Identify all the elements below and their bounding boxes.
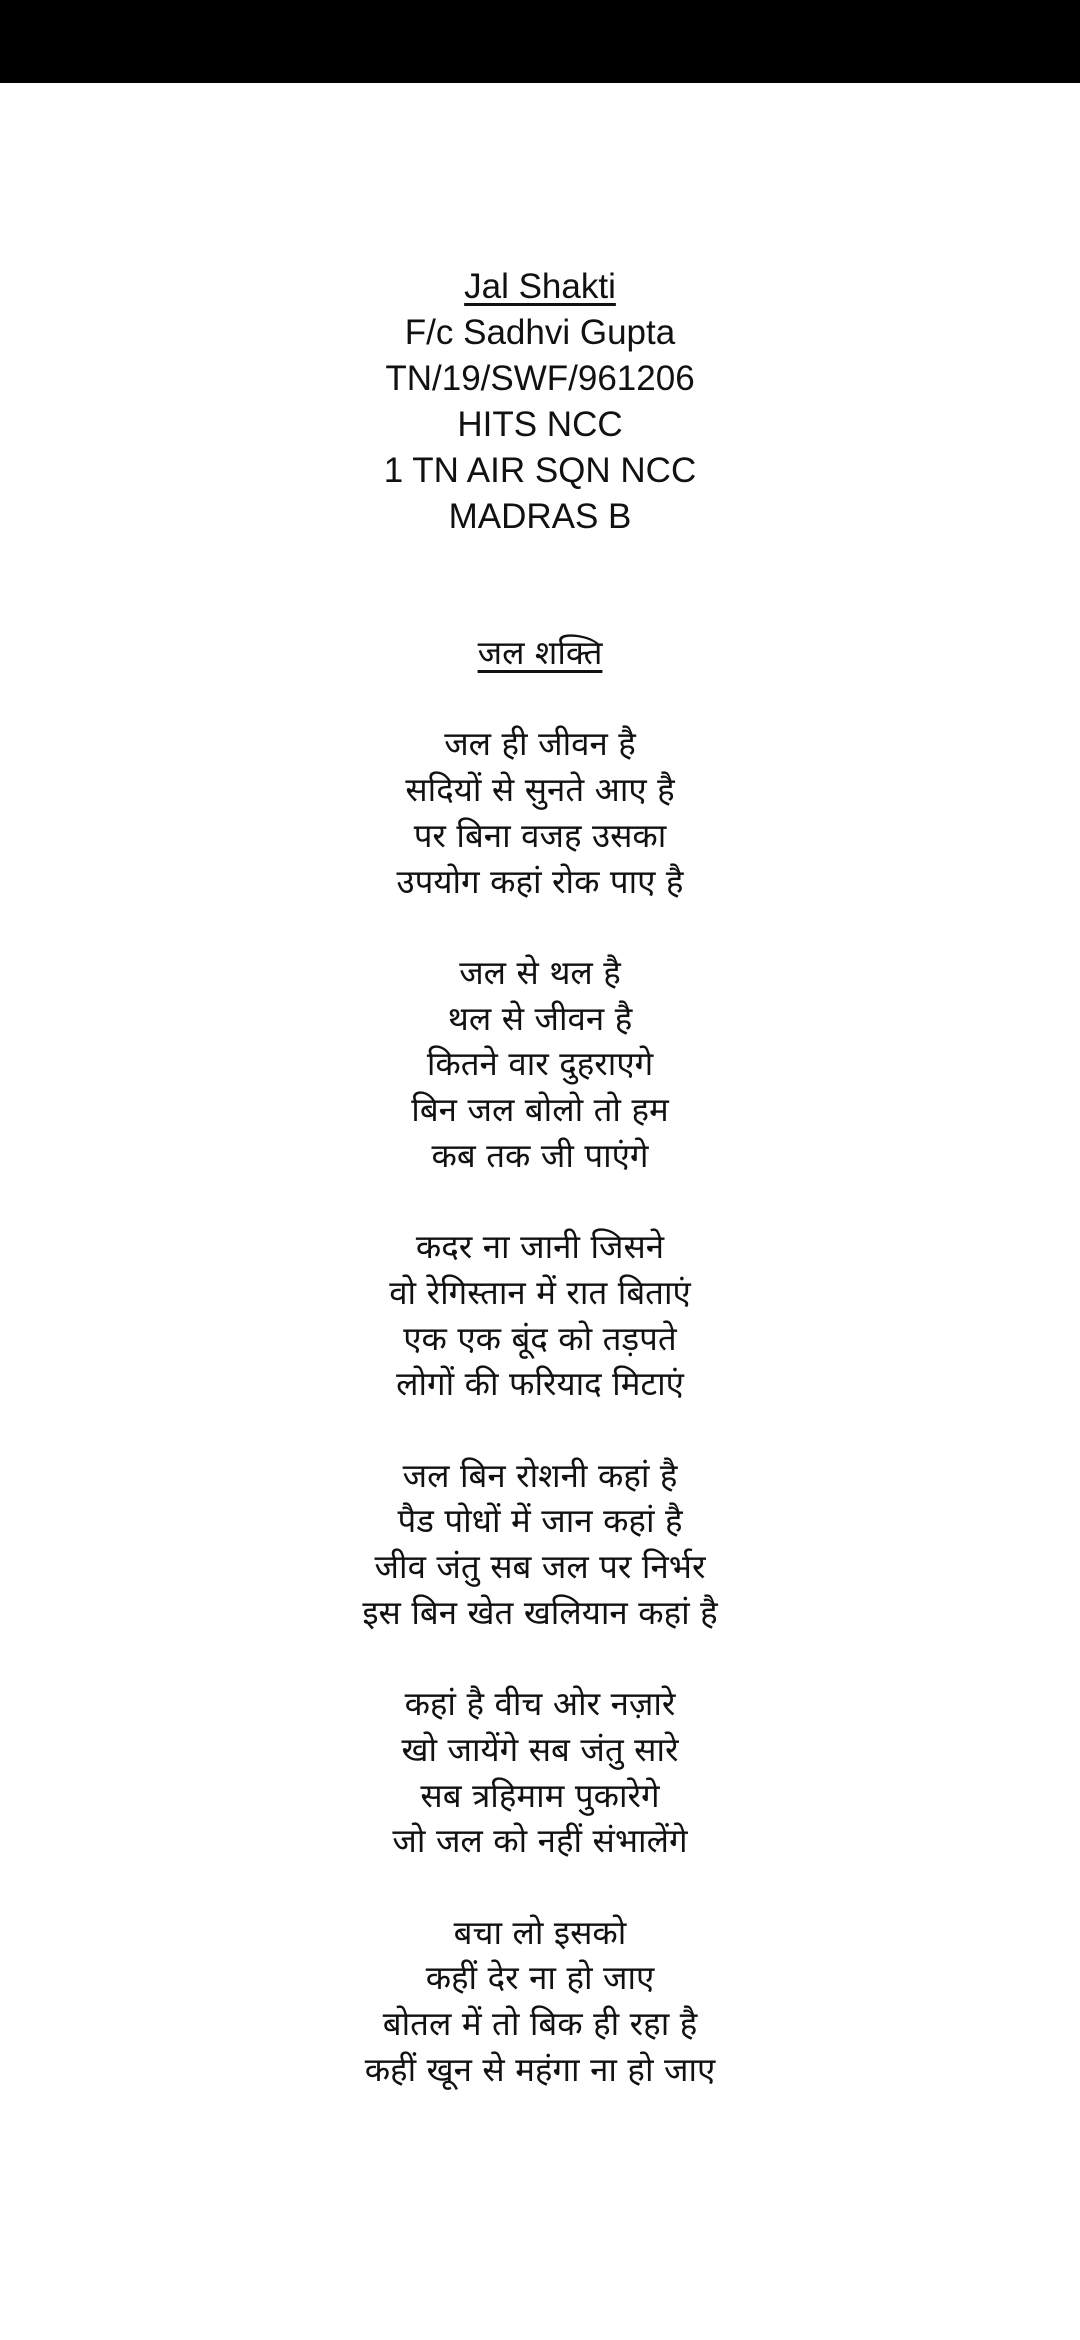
poem-line: उपयोग कहां रोक पाए है: [396, 861, 684, 901]
document-title: Jal Shakti: [464, 267, 616, 306]
poem-line: लोगों की फरियाद मिटाएं: [396, 1364, 684, 1404]
poem: [0, 630, 1080, 2138]
stanza-3: [0, 1224, 1080, 1407]
poem-line: कहीं देर ना हो जाए: [425, 1958, 655, 1998]
poem-line: वो रेगिस्तान में रात बिताएं: [389, 1272, 691, 1312]
poem-line: पैड पोधों में जान कहां है: [397, 1501, 683, 1541]
poem-line: इस बिन खेत खलियान कहां है: [362, 1592, 718, 1632]
stanza-1: [0, 721, 1080, 904]
stanza-2: [0, 950, 1080, 1179]
poem-line: सदियों से सुनते आए है: [405, 770, 675, 810]
poem-line: एक एक बूंद को तड़पते: [403, 1318, 677, 1358]
group-name: MADRAS B: [448, 497, 632, 536]
institution: HITS NCC: [457, 405, 623, 444]
unit-name: 1 TN AIR SQN NCC: [383, 451, 697, 490]
poem-line: सब त्रहिमाम पुकारेगे: [420, 1775, 660, 1815]
poem-line: कब तक जी पाएंगे: [431, 1135, 649, 1175]
poem-line: जो जल को नहीं संभालेंगे: [392, 1821, 688, 1861]
poem-line: जल ही जीवन है: [444, 724, 636, 764]
poem-line: थल से जीवन है: [447, 998, 633, 1038]
stanza-6: [0, 1910, 1080, 2093]
stanza-5: [0, 1681, 1080, 1864]
stanza-4: [0, 1453, 1080, 1636]
author-name: F/c Sadhvi Gupta: [404, 313, 676, 352]
poem-line: पर बिना वजह उसका: [413, 815, 667, 855]
poem-line: बोतल में तो बिक ही रहा है: [382, 2004, 698, 2043]
poem-title: जल शक्ति: [477, 633, 603, 672]
poem-line: कहां है वीच ओर नज़ारे: [404, 1684, 676, 1724]
poem-line: जल बिन रोशनी कहां है: [402, 1455, 678, 1495]
author-header: [0, 264, 1080, 540]
poem-line: जल से थल है: [459, 952, 621, 992]
poem-line: जीव जंतु सब जल पर निर्भर: [374, 1547, 706, 1586]
poem-line: कितने वार दुहराएगे: [426, 1044, 654, 1084]
poem-line: खो जायेंगे सब जंतु सारे: [401, 1729, 679, 1769]
regimental-number: TN/19/SWF/961206: [385, 359, 695, 398]
poem-line: कदर ना जानी जिसने: [415, 1227, 665, 1267]
poem-line: बचा लो इसको: [453, 1912, 627, 1952]
poem-line: कहीं खून से महंगा ना हो जाए: [364, 2049, 716, 2089]
poem-line: बिन जल बोलो तो हम: [411, 1090, 669, 1129]
